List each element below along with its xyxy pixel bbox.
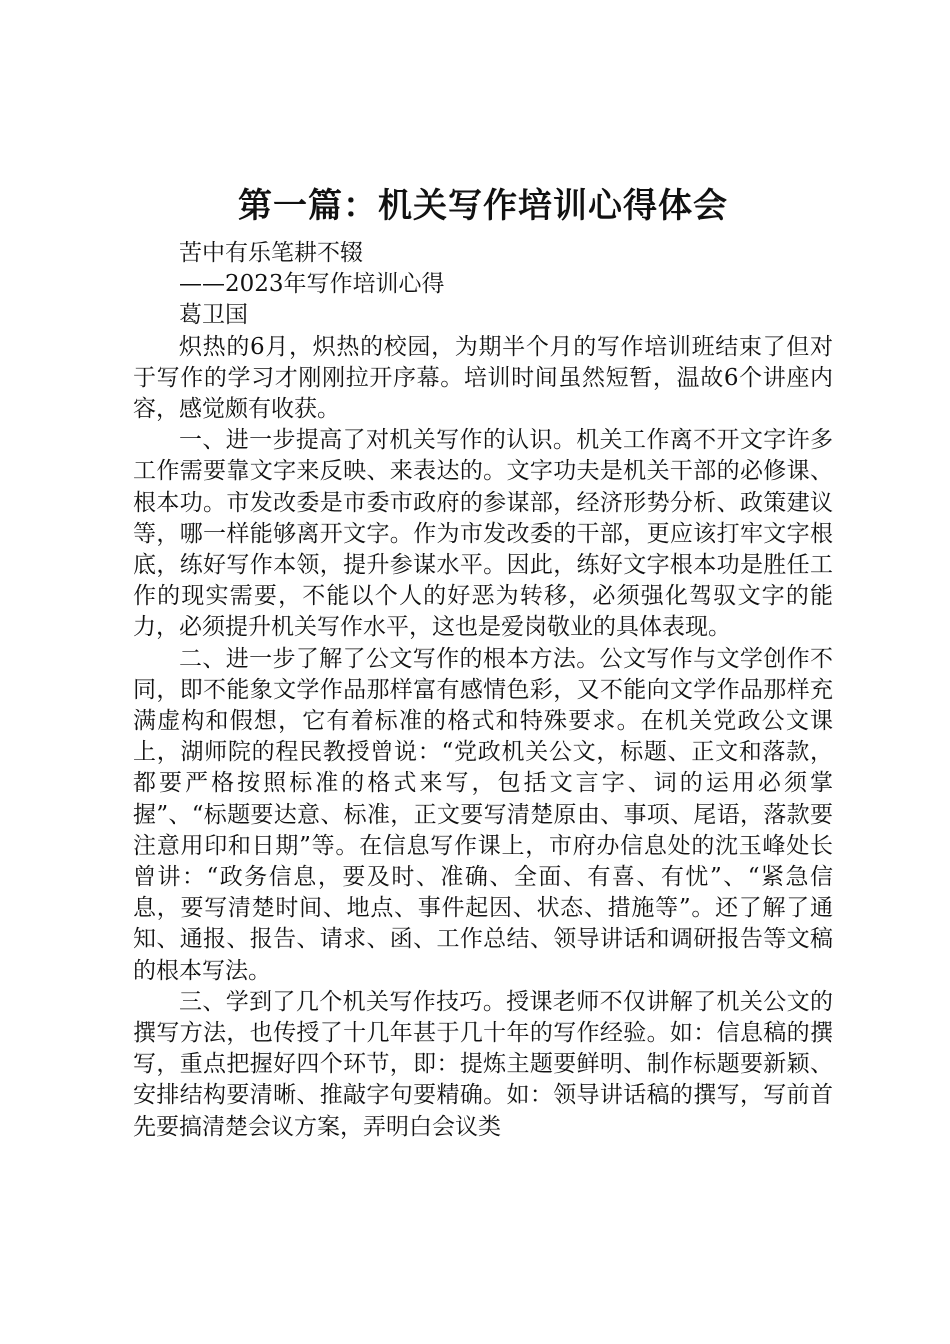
paragraph-intro: 炽热的6月，炽热的校园，为期半个月的写作培训班结束了但对于写作的学习才刚刚拉开序幕。培训时间虽然短暂，温故6个讲座内容，感觉颇有收获。 xyxy=(133,333,833,423)
paragraph-section-3: 三、学到了几个机关写作技巧。授课老师不仅讲解了机关公文的撰写方法，也传授了十几年甚于几十年的写作经验。如：信息稿的撰写，重点把握好四个环节，即：提炼主题要鲜明、制作标题要新颖、安排结构要清晰、推敲字句要精确。如：领导讲话稿的撰写，写前首先要搞清楚会议方案，弄明白会议类 xyxy=(133,988,833,1140)
document-author: 葛卫国 xyxy=(179,302,248,329)
paragraph-section-1: 一、进一步提高了对机关写作的认识。机关工作离不开文字许多工作需要靠文字来反映、来表达的。文字功夫是机关干部的必修课、根本功。市发改委是市委市政府的参谋部，经济形势分析、政策建议等，哪一样能够离开文字。作为市发改委的干部，更应该打牢文字根底，练好写作本领，提升参谋水平。因此，练好文字根本功是胜任工作的现实需要，不能以个人的好恶为转移，必须强化驾驭文字的能力，必须提升机关写作水平，这也是爱岗敬业的具体表现。 xyxy=(133,427,833,641)
document-page xyxy=(133,176,833,1143)
document-subtitle: 苦中有乐笔耕不辍 xyxy=(179,240,363,266)
paragraph-section-2: 二、进一步了解了公文写作的根本方法。公文写作与文学创作不同，即不能象文学作品那样富有感情色彩，又不能向文学作品那样充满虚构和假想，它有着标准的格式和特殊要求。在机关党政公文课上，湖师院的程民教授曾说：“党政机关公文，标题、正文和落款，都要严格按照标准的格式来写，包括文言字、词的运用必须掌握”、“标题要达意、标准，正文要写清楚原由、事项、尾语，落款要注意用印和日期”等。在信息写作课上，市府办信息处的沈玉峰处长曾讲：“政务信息，要及时、准确、全面、有喜、有忧”、“紧急信息，要写清楚时间、地点、事件起因、状态、措施等”。还了解了通知、通报、报告、请求、函、工作总结、领导讲话和调研报告等文稿的根本写法。 xyxy=(133,645,833,984)
document-subtitle-2: ——2023年写作培训心得 xyxy=(179,271,445,298)
document-title: 第一篇：机关写作培训心得体会 xyxy=(238,186,728,226)
